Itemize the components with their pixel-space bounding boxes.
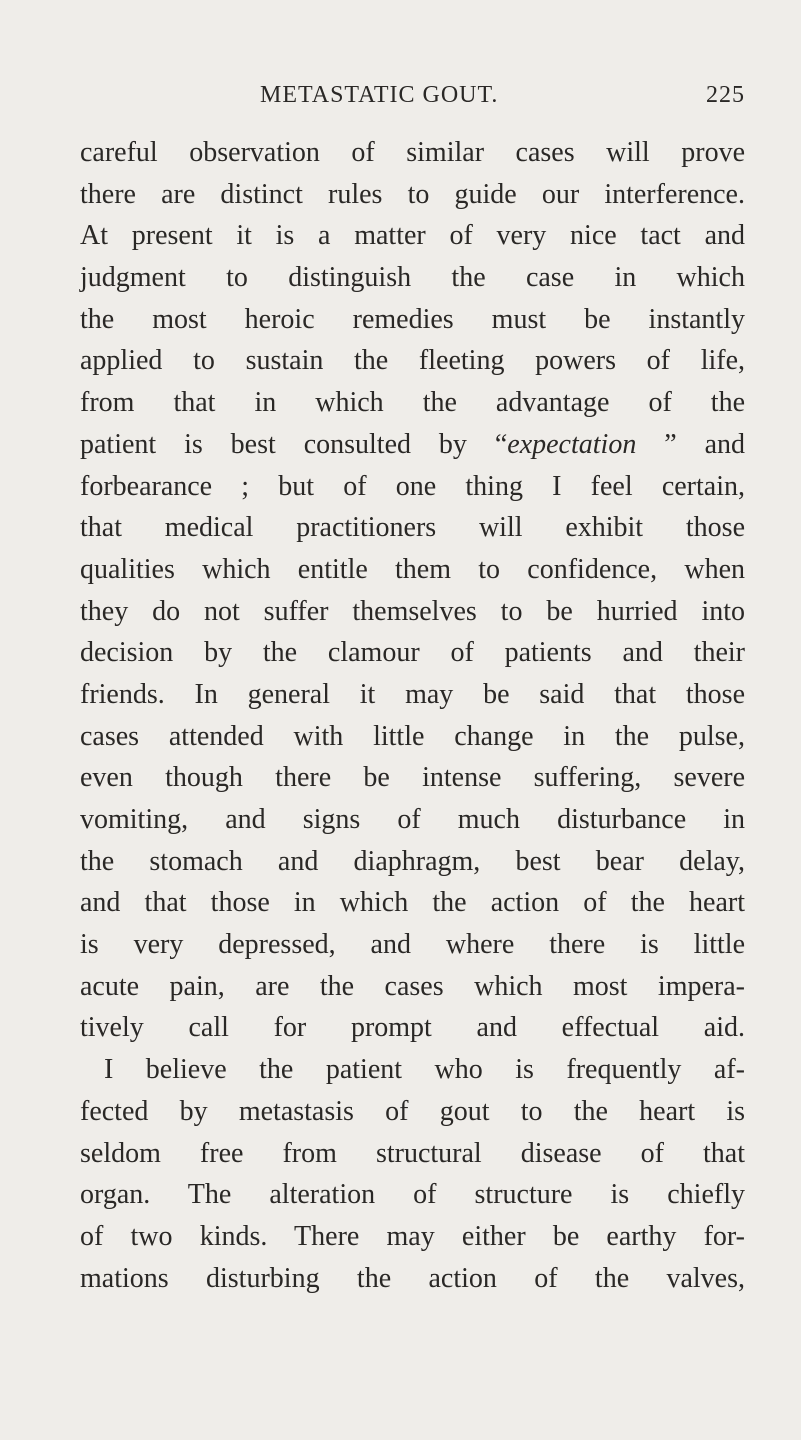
text-line bbox=[80, 716, 745, 758]
text-line bbox=[80, 1049, 745, 1091]
text-fragment: even though there be intense suffering, severe bbox=[80, 762, 745, 794]
text-fragment: forbearance ; but of one thing I feel certain, bbox=[80, 470, 745, 502]
text-line bbox=[80, 215, 745, 257]
running-head bbox=[80, 82, 745, 114]
text-line bbox=[80, 1133, 745, 1175]
text-line bbox=[80, 591, 745, 633]
text-line bbox=[80, 1174, 745, 1216]
text-line bbox=[80, 132, 745, 174]
text-line bbox=[80, 674, 745, 716]
text-line bbox=[80, 632, 745, 674]
text-fragment: friends. In general it may be said that those bbox=[80, 678, 745, 710]
text-line bbox=[80, 424, 745, 466]
text-line bbox=[80, 966, 745, 1008]
text-line bbox=[80, 466, 745, 508]
text-fragment: from that in which the advantage of the bbox=[80, 387, 745, 419]
text-line bbox=[80, 174, 745, 216]
text-fragment: patient is best consulted by “ bbox=[80, 428, 508, 460]
text-fragment: qualities which entitle them to confidence, when bbox=[80, 553, 745, 585]
text-fragment: decision by the clamour of patients and their bbox=[80, 637, 745, 669]
text-line bbox=[80, 257, 745, 299]
text-fragment: fected by metastasis of gout to the heart is bbox=[80, 1095, 745, 1127]
text-line bbox=[80, 340, 745, 382]
text-line bbox=[80, 299, 745, 341]
text-line bbox=[80, 757, 745, 799]
text-line bbox=[80, 382, 745, 424]
text-fragment: organ. The alteration of structure is chiefly bbox=[80, 1179, 745, 1211]
text-line bbox=[80, 799, 745, 841]
text-line bbox=[80, 549, 745, 591]
text-line bbox=[80, 507, 745, 549]
text-line bbox=[80, 1258, 745, 1300]
text-fragment: mations disturbing the action of the valves, bbox=[80, 1262, 745, 1294]
text-fragment: the stomach and diaphragm, best bear delay, bbox=[80, 845, 745, 877]
text-fragment: tively call for prompt and effectual aid. bbox=[80, 1012, 745, 1044]
page-number: 225 bbox=[706, 82, 745, 108]
text-fragment: they do not suffer themselves to be hurried into bbox=[80, 595, 745, 627]
body-text bbox=[80, 132, 745, 1299]
text-fragment: of two kinds. There may either be earthy for- bbox=[80, 1220, 745, 1252]
text-fragment: and that those in which the action of the heart bbox=[80, 887, 745, 919]
text-fragment: acute pain, are the cases which most impera- bbox=[80, 970, 745, 1002]
text-fragment: seldom free from structural disease of that bbox=[80, 1137, 745, 1169]
text-line bbox=[80, 882, 745, 924]
text-fragment: cases attended with little change in the pulse, bbox=[80, 720, 745, 752]
text-fragment: that medical practitioners will exhibit those bbox=[80, 512, 745, 544]
text-fragment: I believe the patient who is frequently af- bbox=[104, 1054, 745, 1086]
text-fragment: At present it is a matter of very nice tact and bbox=[80, 220, 745, 252]
text-line bbox=[80, 1091, 745, 1133]
text-fragment: is very depressed, and where there is little bbox=[80, 929, 745, 961]
text-fragment: judgment to distinguish the case in which bbox=[80, 262, 745, 294]
running-title: METASTATIC GOUT. bbox=[260, 82, 499, 108]
text-line bbox=[80, 1216, 745, 1258]
text-fragment: there are distinct rules to guide our interference. bbox=[80, 178, 745, 210]
italic-text: expectation bbox=[507, 428, 637, 460]
text-fragment: applied to sustain the fleeting powers of life, bbox=[80, 345, 745, 377]
text-fragment: vomiting, and signs of much disturbance in bbox=[80, 804, 745, 835]
text-fragment: careful observation of similar cases will prove bbox=[80, 137, 745, 168]
text-line bbox=[80, 1007, 745, 1049]
text-line bbox=[80, 841, 745, 883]
text-fragment: ” and bbox=[636, 428, 746, 460]
text-fragment: the most heroic remedies must be instantly bbox=[80, 303, 745, 335]
text-line bbox=[80, 924, 745, 966]
